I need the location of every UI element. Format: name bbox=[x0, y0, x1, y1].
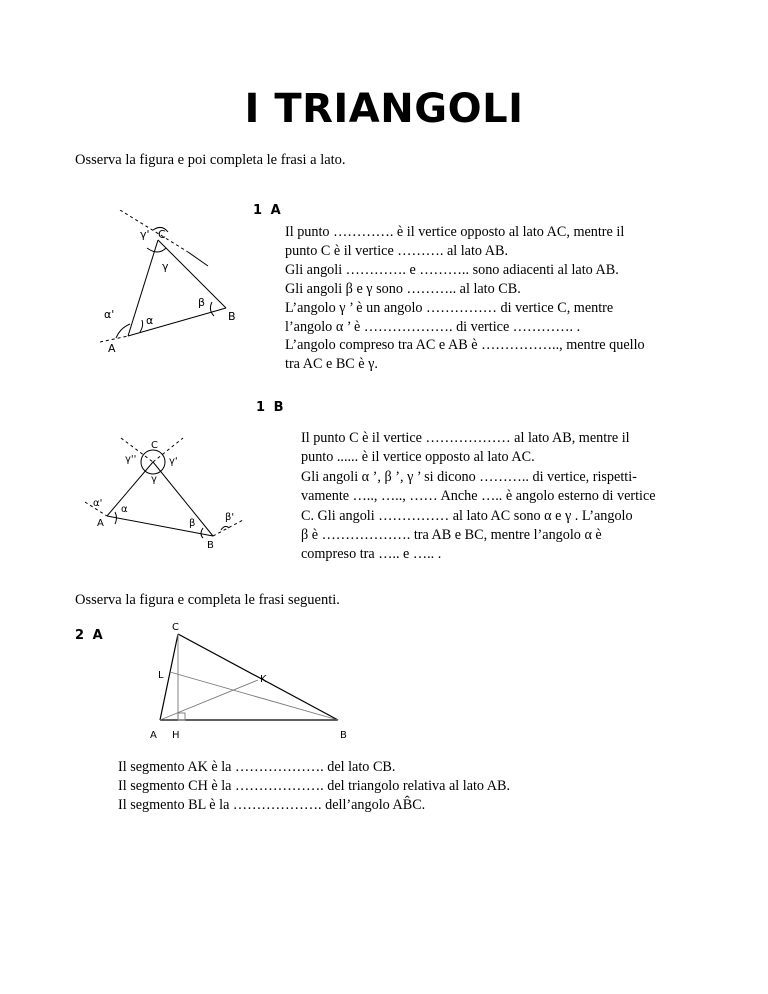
figure-1b-label-gamma: γ bbox=[151, 474, 157, 485]
figure-1a-label-b: B bbox=[228, 310, 236, 323]
figure-1b-label-alpha-prime: α' bbox=[93, 498, 103, 509]
figure-1a-label-gamma-prime: γ' bbox=[140, 228, 150, 241]
intro-2-text: Osserva la figura e completa le frasi seguenti. bbox=[75, 592, 340, 608]
figure-1b-side-ca bbox=[107, 462, 153, 516]
figure-1a-label-gamma: γ bbox=[162, 260, 169, 273]
section-1b-label: 1 B bbox=[256, 400, 286, 415]
figure-2a-label-a: A bbox=[150, 730, 157, 741]
section-1b-line: C. Gli angoli …………… al lato AC sono α e γ . L’angolo bbox=[301, 507, 633, 524]
figure-1b bbox=[85, 432, 265, 552]
figure-1b-label-gamma-second: γ'' bbox=[125, 454, 137, 465]
section-1b-line: Gli angoli α ’, β ’, γ ’ si dicono ……….. di vertice, rispetti- bbox=[301, 468, 637, 485]
figure-1a-label-a: A bbox=[108, 342, 116, 355]
figure-1b-label-beta: β bbox=[189, 518, 196, 529]
intro-text: Osserva la figura e poi completa le frasi a lato. bbox=[75, 152, 346, 168]
figure-2a-label-k: K bbox=[260, 674, 267, 685]
section-1b-line: Il punto C è il vertice ……………… al lato AB, mentre il bbox=[301, 430, 630, 446]
section-2a-line: Il segmento AK è la ………………. del lato CB. bbox=[118, 759, 396, 775]
section-1a-line: Gli angoli …………. e ……….. sono adiacenti al lato AB. bbox=[285, 261, 619, 278]
figure-1b-label-b: B bbox=[207, 540, 214, 551]
figure-1a-side-ca bbox=[128, 240, 158, 336]
figure-2a-label-h: H bbox=[172, 730, 180, 741]
section-1b-line: β è ………………. tra AB e BC, mentre l’angolo α è bbox=[301, 527, 602, 544]
section-1b-text bbox=[301, 429, 656, 565]
section-2a-label: 2 A bbox=[75, 628, 105, 643]
page-title: I TRIANGOLI bbox=[244, 86, 524, 132]
section-2a-line: Il segmento BL è la ………………. dell’angolo AB̂C. bbox=[118, 797, 426, 814]
section-1b-line: compreso tra ….. e ….. . bbox=[301, 546, 442, 563]
figure-1a-label-c: C bbox=[158, 228, 166, 241]
figure-1a-label-beta: β bbox=[198, 296, 206, 309]
section-1a-line: L’angolo compreso tra AC e AB è …………….., mentre quello bbox=[285, 337, 645, 354]
figure-1b-label-c: C bbox=[151, 440, 158, 451]
section-2a-text bbox=[118, 758, 510, 816]
section-1a-line: Gli angoli β e γ sono ……….. al lato CB. bbox=[285, 280, 521, 297]
figure-1a bbox=[100, 210, 280, 360]
section-1b-line: punto ...... è il vertice opposto al lato AC. bbox=[301, 449, 535, 466]
figure-1a-label-alpha-prime: α' bbox=[104, 308, 115, 321]
section-1a-line: L’angolo γ ’ è un angolo …………… di vertice C, mentre bbox=[285, 299, 614, 316]
section-1a-line: tra AC e BC è γ. bbox=[285, 356, 378, 373]
figure-2a-label-c: C bbox=[172, 622, 179, 633]
figure-2a-bisector-bl bbox=[170, 672, 338, 720]
figure-2a-side-cb bbox=[178, 634, 338, 720]
section-1b-line: vamente ….., ….., …… Anche ….. è angolo esterno di vertice bbox=[301, 488, 656, 505]
figure-2a-label-b: B bbox=[340, 730, 347, 741]
figure-1a-ext-line bbox=[120, 210, 188, 252]
figure-1b-label-alpha: α bbox=[121, 504, 128, 515]
section-1a-line: Il punto …………. è il vertice opposto al lato AC, mentre il bbox=[285, 224, 625, 240]
figure-1a-side-cb bbox=[158, 240, 226, 308]
figure-1b-side-cb bbox=[153, 462, 213, 536]
section-1a-text bbox=[285, 223, 645, 374]
section-2a-line: Il segmento CH è la ………………. del triangolo relativa al lato AB. bbox=[118, 778, 511, 795]
section-1a-label: 1 A bbox=[253, 203, 283, 218]
figure-1b-label-a: A bbox=[97, 518, 104, 529]
section-1a-line: punto C è il vertice ………. al lato AB. bbox=[285, 242, 509, 259]
figure-2a bbox=[140, 618, 360, 743]
figure-1b-side-ab bbox=[107, 516, 213, 536]
figure-1b-label-beta-prime: β' bbox=[225, 512, 235, 523]
figure-2a-median-ak bbox=[160, 680, 258, 720]
section-1a-line: l’angolo α ’ è ………………. di vertice …………. . bbox=[285, 318, 581, 335]
figure-1b-label-gamma-prime: γ' bbox=[169, 456, 178, 467]
figure-2a-label-l: L bbox=[158, 670, 164, 681]
figure-1a-label-alpha: α bbox=[146, 314, 154, 327]
